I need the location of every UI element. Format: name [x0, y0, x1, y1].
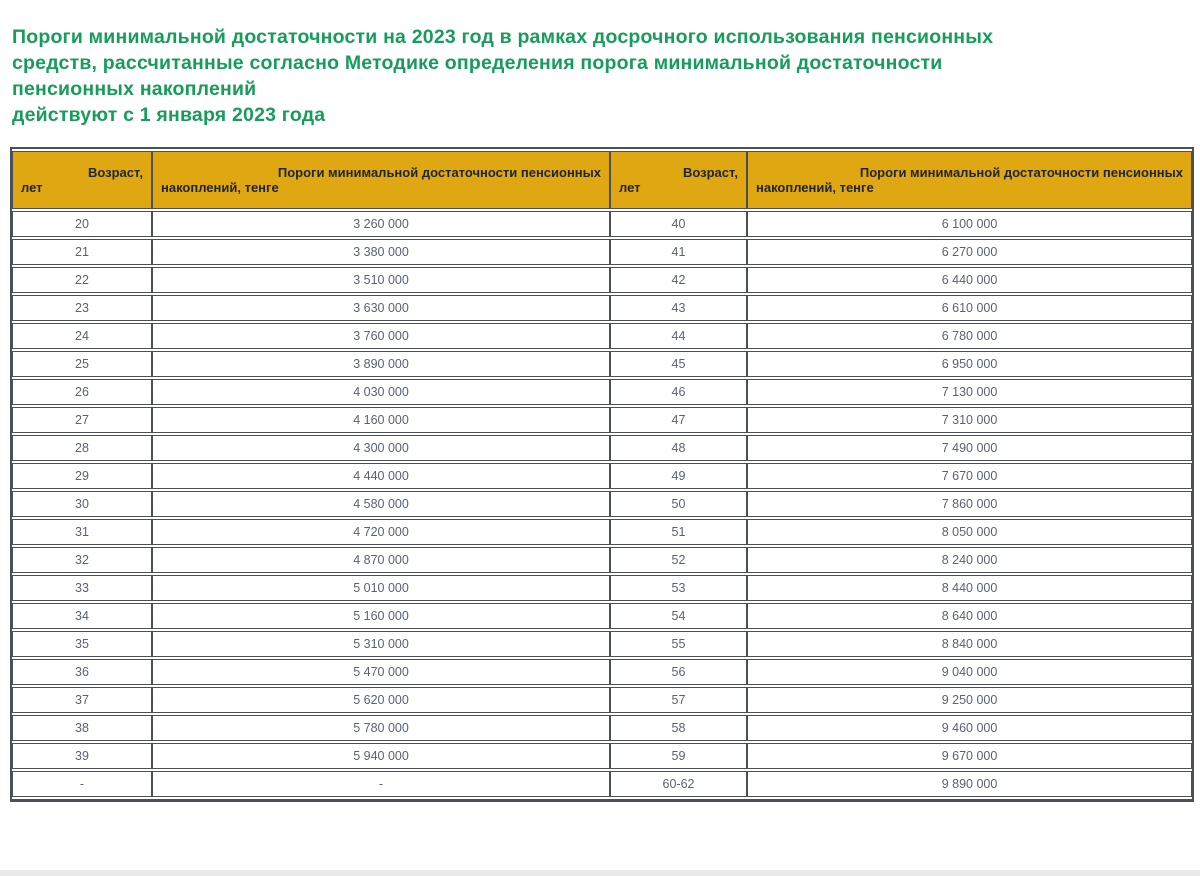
- age-cell-left: -: [12, 771, 152, 797]
- page-bottom-strip: [0, 870, 1200, 876]
- table-row: [12, 463, 1192, 489]
- threshold-value-cell-left: 3 760 000: [152, 323, 610, 349]
- threshold-value-cell-right: 6 100 000: [747, 211, 1192, 237]
- threshold-value-cell-left: 3 380 000: [152, 239, 610, 265]
- age-header-line1: Возраст,: [682, 165, 738, 180]
- age-cell-left: 25: [12, 351, 152, 377]
- age-cell-right: 54: [610, 603, 747, 629]
- threshold-value-cell-left: 3 890 000: [152, 351, 610, 377]
- threshold-value-cell-left: 4 440 000: [152, 463, 610, 489]
- threshold-value-cell-left: 3 260 000: [152, 211, 610, 237]
- age-cell-right: 52: [610, 547, 747, 573]
- threshold-value-cell-right: 7 860 000: [747, 491, 1192, 517]
- age-cell-right: 48: [610, 435, 747, 461]
- table-row: [12, 211, 1192, 237]
- title-line: пенсионных накоплений: [12, 78, 257, 100]
- threshold-value-cell-left: 3 510 000: [152, 267, 610, 293]
- age-cell-left: 29: [12, 463, 152, 489]
- threshold-value-cell-right: 6 270 000: [747, 239, 1192, 265]
- age-cell-right: 51: [610, 519, 747, 545]
- table-row: [12, 351, 1192, 377]
- threshold-value-cell-right: 9 250 000: [747, 687, 1192, 713]
- threshold-value-cell-right: 8 050 000: [747, 519, 1192, 545]
- table-row: [12, 491, 1192, 517]
- table-header: [12, 151, 1192, 209]
- threshold-value-cell-right: 8 440 000: [747, 575, 1192, 601]
- table-row: [12, 379, 1192, 405]
- age-cell-left: 37: [12, 687, 152, 713]
- age-cell-left: 32: [12, 547, 152, 573]
- table-row: [12, 407, 1192, 433]
- age-cell-right: 44: [610, 323, 747, 349]
- threshold-value-cell-right: 9 460 000: [747, 715, 1192, 741]
- table-row: [12, 575, 1192, 601]
- threshold-value-cell-right: 8 840 000: [747, 631, 1192, 657]
- threshold-value-cell-left: 5 780 000: [152, 715, 610, 741]
- header-row: [12, 151, 1192, 209]
- table-row: [12, 771, 1192, 797]
- age-cell-left: 35: [12, 631, 152, 657]
- age-cell-right: 53: [610, 575, 747, 601]
- age-cell-left: 23: [12, 295, 152, 321]
- threshold-value-cell-right: 9 890 000: [747, 771, 1192, 797]
- age-cell-left: 38: [12, 715, 152, 741]
- page-title: [12, 24, 1186, 128]
- threshold-header-line1: Пороги минимальной достаточности пенсионных: [277, 165, 601, 180]
- table-row: [12, 631, 1192, 657]
- threshold-header-left: [152, 151, 610, 209]
- age-cell-left: 22: [12, 267, 152, 293]
- title-line: Пороги минимальной достаточности на 2023 год в рамках досрочного использования пенсионных: [12, 26, 994, 48]
- table-row: [12, 323, 1192, 349]
- threshold-value-cell-left: 4 030 000: [152, 379, 610, 405]
- age-cell-left: 33: [12, 575, 152, 601]
- age-cell-right: 58: [610, 715, 747, 741]
- threshold-value-cell-left: 5 160 000: [152, 603, 610, 629]
- age-cell-right: 60-62: [610, 771, 747, 797]
- threshold-value-cell-left: 4 300 000: [152, 435, 610, 461]
- threshold-value-cell-left: 4 160 000: [152, 407, 610, 433]
- age-cell-left: 36: [12, 659, 152, 685]
- age-cell-left: 30: [12, 491, 152, 517]
- age-cell-left: 26: [12, 379, 152, 405]
- age-cell-right: 50: [610, 491, 747, 517]
- threshold-value-cell-left: -: [152, 771, 610, 797]
- age-cell-right: 47: [610, 407, 747, 433]
- threshold-value-cell-right: 7 310 000: [747, 407, 1192, 433]
- table-row: [12, 547, 1192, 573]
- age-cell-right: 42: [610, 267, 747, 293]
- age-header-line2: лет: [619, 180, 641, 195]
- table-row: [12, 603, 1192, 629]
- table-row: [12, 435, 1192, 461]
- age-cell-right: 45: [610, 351, 747, 377]
- threshold-value-cell-right: 9 670 000: [747, 743, 1192, 769]
- table-row: [12, 743, 1192, 769]
- age-cell-left: 21: [12, 239, 152, 265]
- age-header-left: [12, 151, 152, 209]
- threshold-value-cell-left: 5 310 000: [152, 631, 610, 657]
- age-cell-right: 41: [610, 239, 747, 265]
- age-cell-right: 46: [610, 379, 747, 405]
- age-cell-left: 20: [12, 211, 152, 237]
- threshold-value-cell-right: 7 130 000: [747, 379, 1192, 405]
- threshold-value-cell-right: 6 780 000: [747, 323, 1192, 349]
- age-cell-right: 43: [610, 295, 747, 321]
- age-header-right: [610, 151, 747, 209]
- age-cell-right: 49: [610, 463, 747, 489]
- threshold-value-cell-right: 6 610 000: [747, 295, 1192, 321]
- threshold-value-cell-right: 9 040 000: [747, 659, 1192, 685]
- table-row: [12, 239, 1192, 265]
- age-cell-right: 56: [610, 659, 747, 685]
- age-cell-left: 24: [12, 323, 152, 349]
- age-cell-right: 57: [610, 687, 747, 713]
- threshold-value-cell-left: 4 580 000: [152, 491, 610, 517]
- threshold-value-cell-right: 6 950 000: [747, 351, 1192, 377]
- threshold-value-cell-left: 5 940 000: [152, 743, 610, 769]
- age-cell-right: 40: [610, 211, 747, 237]
- table-row: [12, 519, 1192, 545]
- table-row: [12, 295, 1192, 321]
- age-cell-left: 27: [12, 407, 152, 433]
- age-header-line1: Возраст,: [87, 165, 143, 180]
- table-row: [12, 715, 1192, 741]
- threshold-value-cell-right: 8 640 000: [747, 603, 1192, 629]
- table-row: [12, 267, 1192, 293]
- age-cell-left: 39: [12, 743, 152, 769]
- threshold-value-cell-left: 3 630 000: [152, 295, 610, 321]
- threshold-value-cell-left: 4 720 000: [152, 519, 610, 545]
- threshold-value-cell-left: 5 620 000: [152, 687, 610, 713]
- threshold-header-line2: накоплений, тенге: [161, 180, 279, 195]
- age-cell-left: 34: [12, 603, 152, 629]
- age-cell-right: 55: [610, 631, 747, 657]
- threshold-value-cell-right: 7 670 000: [747, 463, 1192, 489]
- threshold-value-cell-left: 4 870 000: [152, 547, 610, 573]
- pension-thresholds-table: [10, 147, 1194, 802]
- table-row: [12, 659, 1192, 685]
- age-cell-right: 59: [610, 743, 747, 769]
- threshold-value-cell-left: 5 470 000: [152, 659, 610, 685]
- age-header-line2: лет: [21, 180, 43, 195]
- table-body: [12, 211, 1192, 797]
- threshold-value-cell-left: 5 010 000: [152, 575, 610, 601]
- age-cell-left: 28: [12, 435, 152, 461]
- threshold-header-right: [747, 151, 1192, 209]
- age-cell-left: 31: [12, 519, 152, 545]
- threshold-value-cell-right: 8 240 000: [747, 547, 1192, 573]
- title-effective-date-line: действуют с 1 января 2023 года: [12, 104, 326, 126]
- title-line: средств, рассчитанные согласно Методике определения порога минимальной достаточности: [12, 52, 943, 74]
- threshold-header-line1: Пороги минимальной достаточности пенсионных: [859, 165, 1183, 180]
- threshold-header-line2: накоплений, тенге: [756, 180, 874, 195]
- threshold-value-cell-right: 7 490 000: [747, 435, 1192, 461]
- table-row: [12, 687, 1192, 713]
- threshold-value-cell-right: 6 440 000: [747, 267, 1192, 293]
